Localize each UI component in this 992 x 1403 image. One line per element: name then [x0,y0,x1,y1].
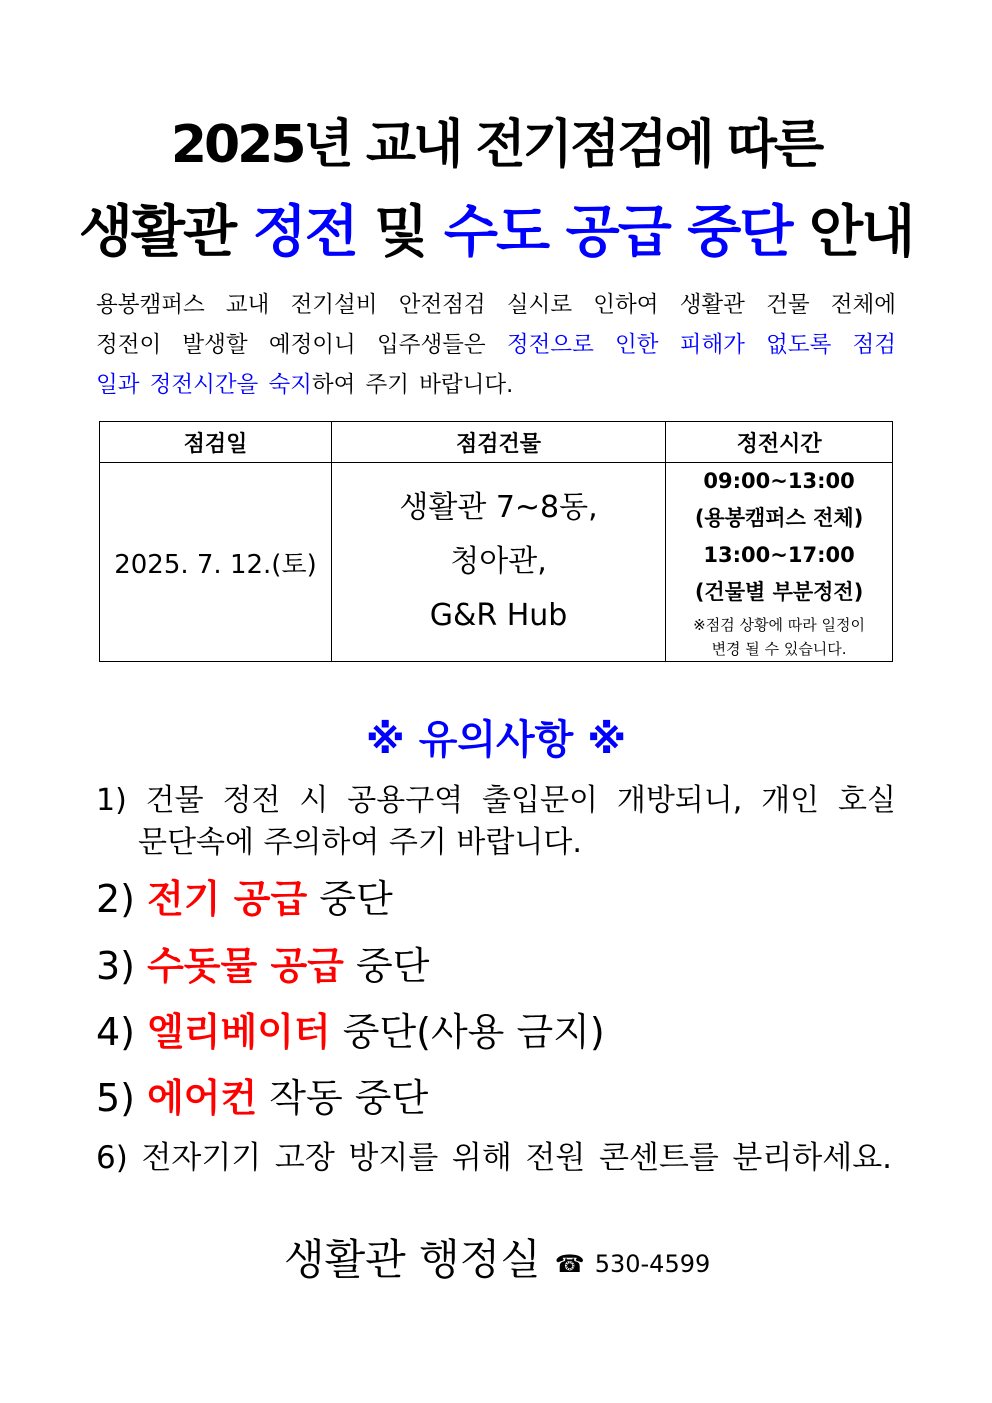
intro-line [96,365,896,405]
item-text: 중단 [343,944,430,988]
phone-number: 530-4599 [594,1250,711,1278]
notice-item-6: 6) 전자기기 고장 방지를 위해 전원 콘센트를 분리하세요. [96,1140,892,1176]
title-highlight-power: 정전 [252,200,357,265]
office-name: 생활관 행정실 [284,1235,541,1284]
intro-line: 용봉캠퍼스 교내 전기설비 안전점검 실시로 인하여 생활관 건물 전체에 [96,292,896,318]
notice-item-1 [96,780,896,864]
building-item: 생활관 7~8동, [399,490,598,525]
phone-icon: ☎ [554,1250,585,1278]
note-line: 변경 될 수 있습니다. [711,640,847,658]
notice-item-line: 1) 건물 정전 시 공용구역 출입문이 개방되니, 개인 호실 [96,783,896,818]
table-row [100,463,893,662]
notice-heading: ※ 유의사항 ※ [365,717,627,763]
notice-item-2 [96,873,393,925]
title-part: 안내 [791,200,914,265]
header-inspection-building: 점검건물 [331,422,665,463]
title-part: 생활관 [78,200,253,265]
intro-highlight: 정전으로 인한 피해가 없도록 점검 [506,332,897,358]
time-range: 09:00~13:00 [703,469,855,493]
schedule-note [666,613,892,661]
item-text: 중단(사용 금지) [330,1010,605,1054]
time-range: 13:00~17:00 [703,543,855,567]
table-header-row [100,422,893,463]
title-line-2 [0,198,992,268]
notice-item-4 [96,1006,605,1058]
building-item: 청아관, [450,544,547,579]
intro-text: 하여 주기 바랍니다. [311,372,514,398]
intro-line [96,325,896,365]
item-highlight: 전기 공급 [147,877,308,921]
item-number: 5) [96,1076,148,1120]
item-text: 중단 [307,877,393,921]
intro-highlight: 일과 정전시간을 숙지 [96,372,312,398]
item-highlight: 엘리베이터 [147,1010,331,1054]
notice-item-line: 문단속에 주의하여 주기 바랍니다. [138,825,582,860]
header-inspection-date: 점검일 [100,422,332,463]
cell-date: 2025. 7. 12.(토) [100,463,332,662]
item-highlight: 수돗물 공급 [147,944,344,988]
title-highlight-water: 수도 공급 중단 [443,200,792,265]
time-scope: (용봉캠퍼스 전체) [694,506,864,530]
item-number: 4) [96,1010,148,1054]
footer-contact [284,1230,710,1299]
cell-times [666,463,893,662]
time-scope: (건물별 부분정전) [694,580,864,604]
notice-item-3 [96,940,429,992]
header-outage-time: 정전시간 [666,422,893,463]
note-line: ※점검 상황에 따라 일정이 [693,616,865,634]
item-number: 3) [96,944,148,988]
building-item: G&R Hub [429,598,568,633]
item-highlight: 에어컨 [147,1076,258,1120]
cell-buildings [331,463,665,662]
intro-text: 정전이 발생할 예정이니 입주생들은 [96,332,507,358]
title-line-1: 2025년 교내 전기점검에 따른 [170,115,822,175]
intro-paragraph [96,285,896,405]
item-number: 2) [96,877,148,921]
item-text: 작동 중단 [257,1076,429,1120]
schedule-table [99,421,893,662]
title-part: 및 [356,200,444,265]
notice-item-5 [96,1072,428,1124]
